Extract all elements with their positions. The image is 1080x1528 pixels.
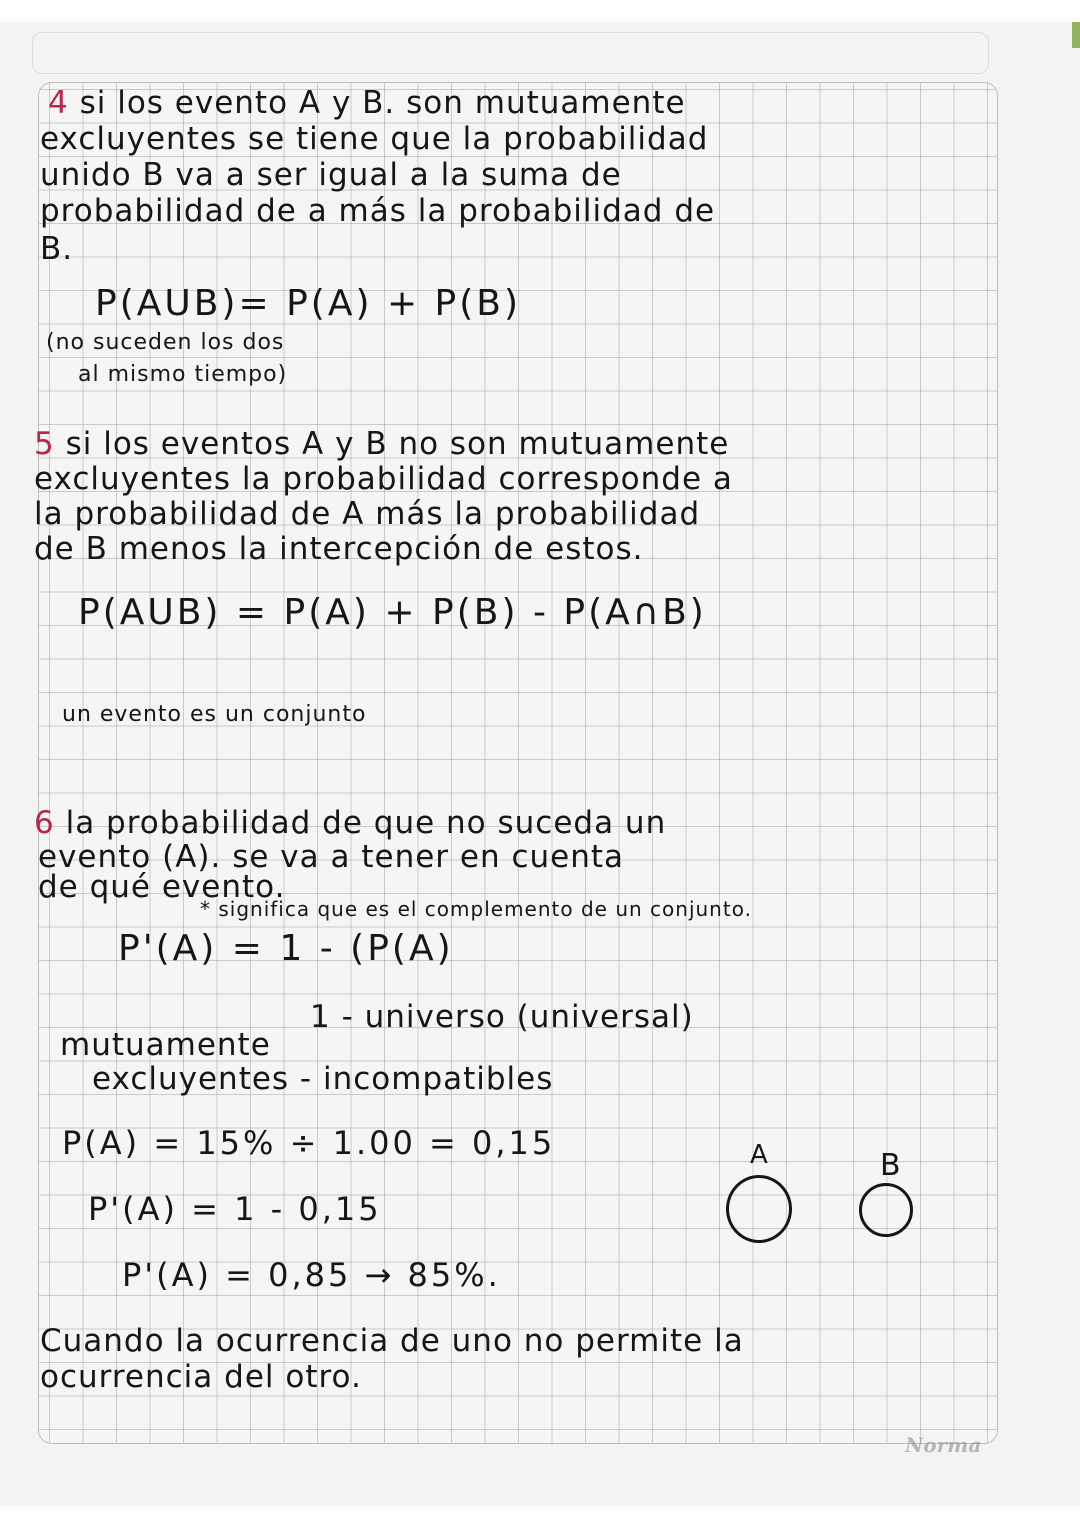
circle-a-label: A bbox=[750, 1140, 769, 1170]
closing-line-1: Cuando la ocurrencia de uno no permite la bbox=[40, 1323, 744, 1359]
term-definition: excluyentes - incompatibles bbox=[92, 1061, 554, 1097]
closing-line-2: ocurrencia del otro. bbox=[40, 1359, 362, 1395]
section-4-text: si los evento A y B. son mutuamente bbox=[79, 85, 686, 121]
calc-line-3: P'(A) = 0,85 → 85%. bbox=[122, 1256, 501, 1294]
section-6-line-1 bbox=[34, 806, 666, 840]
term-label: mutuamente bbox=[60, 1027, 271, 1063]
circle-a bbox=[726, 1175, 792, 1243]
page-header-box bbox=[32, 32, 989, 74]
calc-line-1: P(A) = 15% ÷ 1.00 = 0,15 bbox=[62, 1124, 556, 1162]
section-4-line-3: unido B va a ser igual a la suma de bbox=[40, 157, 622, 193]
section-6-annotation: * significa que es el complemento de un conjunto. bbox=[200, 897, 752, 921]
section-4-line-1 bbox=[48, 86, 686, 120]
section-5-line-3: la probabilidad de A más la probabilidad bbox=[34, 496, 701, 532]
section-6-text: la probabilidad de que no suceda un bbox=[65, 805, 667, 841]
section-5-line-1 bbox=[34, 427, 729, 461]
calc-line-2: P'(A) = 1 - 0,15 bbox=[88, 1190, 382, 1228]
section-5-number: 5 bbox=[34, 426, 55, 462]
section-4-note-1: (no suceden los dos bbox=[46, 330, 285, 355]
section-6-line-2: evento (A). se va a tener en cuenta bbox=[38, 839, 625, 875]
section-6-formula: P'(A) = 1 - (P(A) bbox=[118, 928, 454, 969]
brand-logo: Norma bbox=[905, 1433, 982, 1457]
section-4-line-5: B. bbox=[40, 231, 74, 267]
section-4-number: 4 bbox=[48, 85, 69, 121]
section-5-line-2: excluyentes la probabilidad corresponde a bbox=[34, 461, 733, 497]
section-5-formula: P(AUB) = P(A) + P(B) - P(A∩B) bbox=[78, 592, 707, 633]
section-6-line-3: de qué evento. bbox=[38, 869, 286, 905]
section-4-formula: P(AUB)= P(A) + P(B) bbox=[95, 283, 522, 324]
section-5-text: si los eventos A y B no son mutuamente bbox=[65, 426, 730, 462]
section-6-number: 6 bbox=[34, 805, 55, 841]
section-5-line-4: de B menos la intercepción de estos. bbox=[34, 531, 644, 567]
section-4-note-2: al mismo tiempo) bbox=[78, 362, 288, 387]
section-4-line-4: probabilidad de a más la probabilidad de bbox=[40, 193, 716, 229]
section-4-line-2: excluyentes se tiene que la probabilidad bbox=[40, 121, 709, 157]
corner-decoration bbox=[1072, 22, 1080, 48]
section-5-note: un evento es un conjunto bbox=[62, 702, 367, 727]
circle-b bbox=[859, 1183, 913, 1237]
universe-note: 1 - universo (universal) bbox=[310, 999, 694, 1035]
circle-b-label: B bbox=[880, 1148, 902, 1183]
